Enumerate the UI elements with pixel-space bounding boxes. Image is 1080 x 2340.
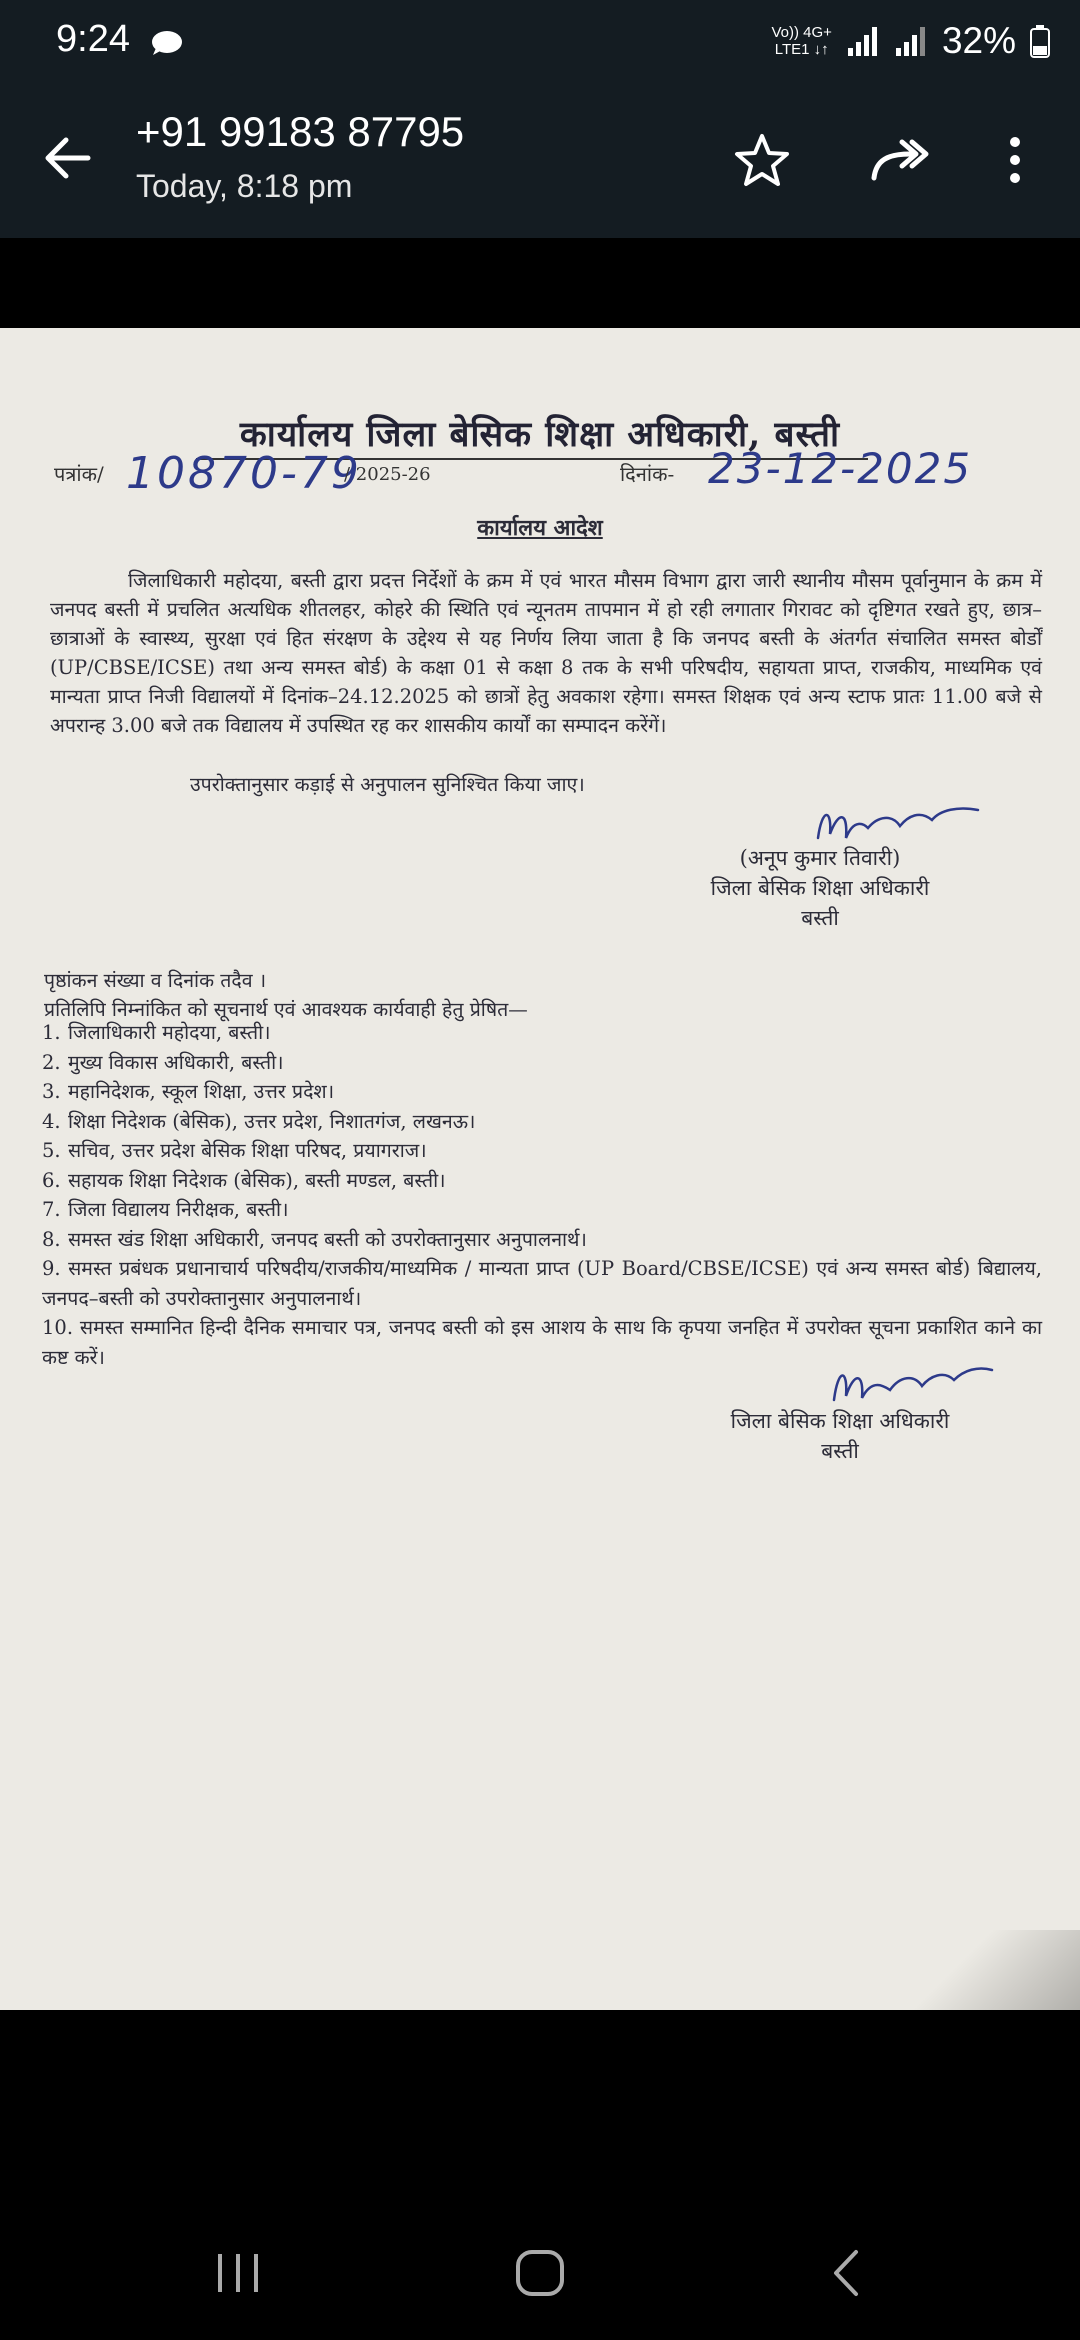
- order-body: जिलाधिकारी महोदया, बस्ती द्वारा प्रदत्त निर्देशों के क्रम में एवं भारत मौसम विभाग द्वारा जारी स्थानीय मौसम पूर्वानुमान के क्रम में जनपद बस्ती में प्रचलित अत्यधिक शीतलहर, कोहरे की स्थिति एवं न्यूनतम तापमान में हो रही लगातार गिरावट को दृष्टिगत रखते हुए, छात्र–छात्राओं के स्वास्थ्य, सुरक्षा एवं हित संरक्षण के उद्देश्य से यह निर्णय लिया जाता है कि जनपद बस्ती के अंतर्गत संचालित समस्त बोर्डों (UP/CBSE/ICSE) तथा अन्य समस्त बोर्ड) के कक्षा 01 से कक्षा 8 तक के सभी परिषदीय, सहायता प्राप्त, राजकीय, माध्यमिक एवं मान्यता प्राप्त निजी विद्यालयों में दिनांक–24.12.2025 को छात्रों हेतु अवकाश रहेगा। समस्त शिक्षक एवं अन्य स्टाफ प्रातः 11.00 बजे से अपरान्ह 3.00 बजे तक विद्यालय में उपस्थित रह कर शासकीय कार्यों का सम्पादन करेंगें।: [50, 569, 1042, 737]
- footer-signatory: [660, 1406, 1020, 1466]
- ref-year: / 2025-26: [344, 464, 431, 485]
- status-icons: [771, 20, 1050, 62]
- date-label: दिनांक-: [620, 462, 675, 486]
- document-title: कार्यालय जिला बेसिक शिक्षा अधिकारी, बस्ती: [239, 414, 841, 455]
- document-image[interactable]: [0, 328, 1080, 2010]
- network-indicator: Vo)) 4G+ LTE1 ↓↑: [771, 24, 832, 58]
- signatory-place: बस्ती: [801, 906, 839, 930]
- list-item: 9. समस्त प्रबंधक प्रधानाचार्य परिषदीय/राजकीय/माध्यमिक / मान्यता प्राप्त (UP Board/CBSE/ICSE) एवं अन्य समस्त बोर्ड) बिद्यालय, जनपद–बस्ती को उपरोक्तानुसार अनुपालनार्थ।: [42, 1257, 1042, 1310]
- endorsement: [44, 966, 528, 1024]
- back-chevron-icon[interactable]: [818, 2248, 878, 2298]
- date-value: 23-12-2025: [708, 444, 973, 493]
- signatory-block: [640, 843, 1000, 933]
- chat-bubble-icon: [150, 30, 184, 56]
- battery-icon: [1030, 24, 1050, 58]
- copy-to-line: प्रतिलिपि निम्नांकित को सूचनार्थ एवं आवश्यक कार्यवाही हेतु प्रेषित—: [44, 998, 528, 1021]
- forward-icon[interactable]: [866, 128, 930, 192]
- list-item: 1. जिलाधिकारी महोदया, बस्ती।: [42, 1021, 271, 1044]
- signatory-name: (अनूप कुमार तिवारी): [739, 846, 901, 870]
- home-icon[interactable]: [510, 2248, 570, 2298]
- more-options-icon[interactable]: [990, 128, 1040, 192]
- viewer-header: [0, 90, 1080, 238]
- signal-2-icon: [894, 24, 928, 58]
- signatory-title: जिला बेसिक शिक्षा अधिकारी: [710, 876, 930, 900]
- page-edge-shadow: [880, 1930, 1080, 2010]
- status-time: 9:24: [56, 18, 130, 60]
- compliance-line: उपरोक्तानुसार कड़ाई से अनुपालन सुनिश्चित किया जाए।: [190, 773, 585, 796]
- sender-name: +91 99183 87795: [136, 108, 465, 155]
- ref-label: पत्रांक/: [54, 462, 104, 486]
- list-item: 8. समस्त खंड शिक्षा अधिकारी, जनपद बस्ती को उपरोक्तानुसार अनुपालनार्थ।: [42, 1227, 587, 1251]
- navigation-bar: [0, 2200, 1080, 2340]
- list-item: 5. सचिव, उत्तर प्रदेश बेसिक शिक्षा परिषद, प्रयागराज।: [42, 1139, 427, 1162]
- copy-to-list: [42, 1018, 1042, 1372]
- recent-apps-icon[interactable]: [208, 2248, 268, 2298]
- list-item: 4. शिक्षा निदेशक (बेसिक), उत्तर प्रदेश, निशातगंज, लखनऊ।: [42, 1109, 476, 1133]
- footer-title: जिला बेसिक शिक्षा अधिकारी: [730, 1409, 950, 1433]
- list-item: 3. महानिदेशक, स्कूल शिक्षा, उत्तर प्रदेश।: [42, 1080, 335, 1103]
- list-item: 2. मुख्य विकास अधिकारी, बस्ती।: [42, 1050, 284, 1074]
- signal-1-icon: [846, 24, 880, 58]
- back-arrow-icon[interactable]: [40, 130, 96, 186]
- list-item: 10. समस्त सम्मानित हिन्दी दैनिक समाचार पत्र, जनपद बस्ती को इस आशय के साथ कि कृपया जनहित में उपरोक्त सूचना प्रकाशित काने का कष्ट करें।: [42, 1316, 1042, 1369]
- star-icon[interactable]: [730, 128, 794, 192]
- list-item: 7. जिला विद्यालय निरीक्षक, बस्ती।: [42, 1198, 289, 1221]
- list-item: 6. सहायक शिक्षा निदेशक (बेसिक), बस्ती मण्डल, बस्ती।: [42, 1168, 446, 1192]
- battery-percent: 32%: [941, 20, 1016, 61]
- footer-place: बस्ती: [821, 1439, 859, 1463]
- message-timestamp: Today, 8:18 pm: [136, 168, 353, 204]
- endorsement-line: पृष्ठांकन संख्या व दिनांक तदैव ।: [44, 969, 267, 992]
- ref-number: 10870-79: [126, 448, 362, 499]
- order-heading: कार्यालय आदेश: [477, 515, 603, 541]
- status-bar: [0, 0, 1080, 90]
